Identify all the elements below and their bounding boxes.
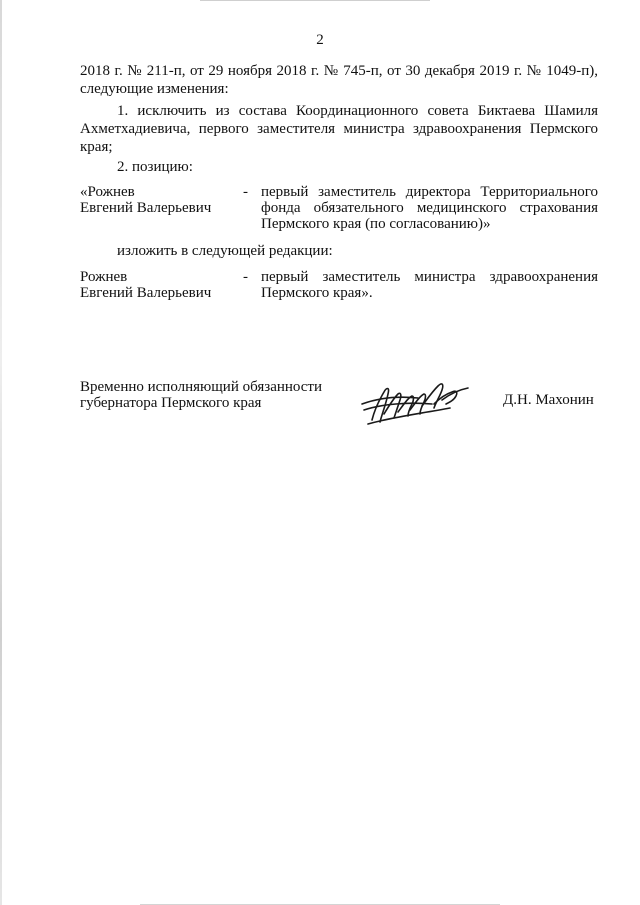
page-number: 2: [316, 32, 324, 48]
old-position-desc-line-2: фонда обязательного медицинского страхования: [261, 200, 598, 216]
signatory-name: Д.Н. Махонин: [503, 392, 594, 408]
item1-line-1: 1. исключить из состава Координационного совета Биктаева Шамиля: [117, 103, 598, 119]
scan-edge-top: [200, 0, 430, 1]
handwritten-signature: [358, 374, 474, 430]
new-position-surname: Рожнев: [80, 269, 128, 285]
old-position-name: Евгений Валерьевич: [80, 200, 212, 216]
old-position-dash: -: [243, 184, 248, 200]
intro-line-1: 2018 г. № 211-п, от 29 ноября 2018 г. № 745-п, от 30 декабря 2019 г. № 1049-п),: [80, 63, 598, 79]
new-position-name: Евгений Валерьевич: [80, 285, 212, 301]
signatory-title-line-2: губернатора Пермского края: [80, 395, 262, 411]
old-position-desc-line-1: первый заместитель директора Территориального: [261, 184, 598, 200]
intro-line-2: следующие изменения:: [80, 81, 229, 97]
restate-text: изложить в следующей редакции:: [117, 243, 333, 259]
item1-line-3: края;: [80, 139, 113, 155]
item1-line-2: Ахметхадиевича, первого заместителя министра здравоохранения Пермского: [80, 121, 598, 137]
old-position-surname: «Рожнев: [80, 184, 135, 200]
scan-edge-left: [0, 0, 2, 905]
new-position-desc-line-2: Пермского края».: [261, 285, 373, 301]
new-position-dash: -: [243, 269, 248, 285]
old-position-desc-line-3: Пермского края (по согласованию)»: [261, 216, 491, 232]
item2-line-1: 2. позицию:: [117, 159, 193, 175]
new-position-desc-line-1: первый заместитель министра здравоохранения: [261, 269, 598, 285]
signatory-title-line-1: Временно исполняющий обязанности: [80, 379, 323, 395]
